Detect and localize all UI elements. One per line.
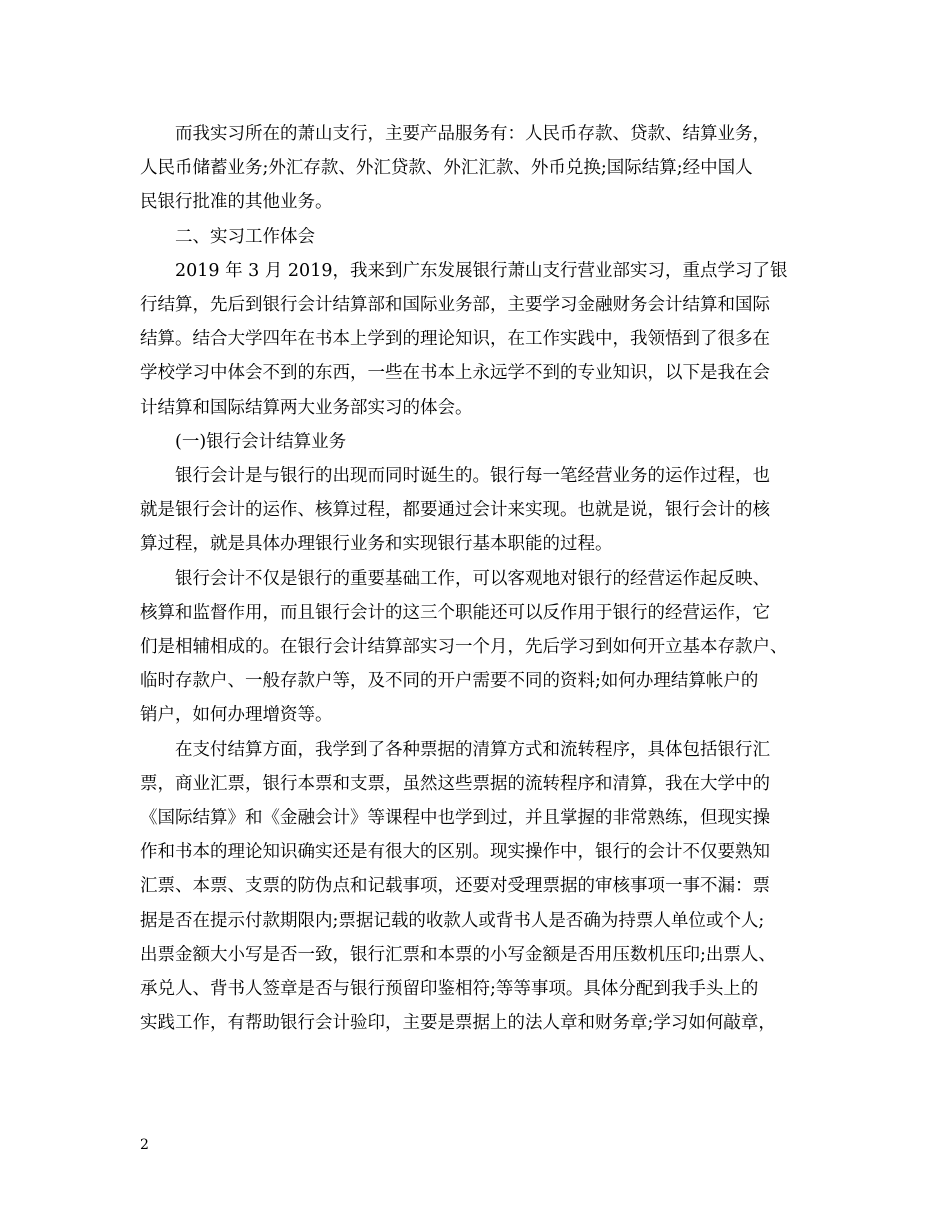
paragraph-internship-intro [140,254,812,425]
text-line: 票，商业汇票，银行本票和支票，虽然这些票据的流转程序和清算，我在大学中的 [140,773,770,794]
text-line: 结算。结合大学四年在书本上学到的理论知识，在工作实践中，我领悟到了很多在 [140,329,770,350]
heading-text: (一)银行会计结算业务 [175,431,347,452]
text-line: 销户，如何办理增资等。 [140,705,333,726]
section-heading-internship-experience [140,220,812,254]
text-line: 《国际结算》和《金融会计》等课程中也学到过，并且掌握的非常熟练，但现实操 [140,808,770,829]
text-line: 据是否在提示付款期限内;票据记载的收款人或背书人是否确为持票人单位或个人; [140,910,765,931]
document-body [140,117,812,1040]
subsection-heading-accounting-settlement [140,425,812,459]
heading-text: 二、实习工作体会 [175,226,315,247]
text-line: 算过程，就是具体办理银行业务和实现银行基本职能的过程。 [140,534,613,555]
text-line: 人民币储蓄业务;外汇存款、外汇贷款、外汇汇款、外币兑换;国际结算;经中国人 [140,158,753,179]
paragraph-bank-accounting-origin [140,459,812,562]
text-line: 银行会计不仅是银行的重要基础工作，可以客观地对银行的经营运作起反映、 [175,568,770,589]
text-line: 们是相辅相成的。在银行会计结算部实习一个月，先后学习到如何开立基本存款户、 [140,637,788,658]
text-line: 行结算，先后到银行会计结算部和国际业务部，主要学习金融财务会计结算和国际 [140,295,770,316]
text-line: 出票金额大小写是否一致，银行汇票和本票的小写金额是否用压数机压印;出票人、 [140,944,776,965]
text-line: 实践工作，有帮助银行会计验印，主要是票据上的法人章和财务章;学习如何敲章， [140,1013,776,1034]
text-line: 银行会计是与银行的出现而同时诞生的。银行每一笔经营业务的运作过程，也 [175,466,770,487]
text-line: 2019 年 3 月 2019，我来到广东发展银行萧山支行营业部实习，重点学习了银 [175,260,788,281]
text-line: 计结算和国际结算两大业务部实习的体会。 [140,397,473,418]
text-line: 承兑人、背书人签章是否与银行预留印鉴相符;等等事项。具体分配到我手头上的 [140,979,759,1000]
text-line: 作和书本的理论知识确实还是有很大的区别。现实操作中，银行的会计不仅要熟知 [140,842,770,863]
paragraph-payment-settlement [140,733,812,1041]
text-line: 而我实习所在的萧山支行，主要产品服务有：人民币存款、贷款、结算业务， [175,124,770,144]
text-line: 临时存款户、一般存款户等，及不同的开户需要不同的资料;如何办理结算帐户的 [140,671,759,692]
text-line: 汇票、本票、支票的防伪点和记载事项，还要对受理票据的审核事项一事不漏：票 [140,876,770,897]
text-line: 就是银行会计的运作、核算过程，都要通过会计来实现。也就是说，银行会计的核 [140,500,770,521]
text-line: 民银行批准的其他业务。 [140,192,333,213]
page-number: 2 [140,1137,149,1153]
text-line: 学校学习中体会不到的东西，一些在书本上永远学不到的专业知识，以下是我在会 [140,363,770,384]
paragraph-bank-accounting-functions [140,562,812,733]
text-line: 在支付结算方面，我学到了各种票据的清算方式和流转程序，具体包括银行汇 [175,739,770,760]
text-line: 核算和监督作用，而且银行会计的这三个职能还可以反作用于银行的经营运作，它 [140,602,770,623]
paragraph-branch-services [140,117,812,220]
